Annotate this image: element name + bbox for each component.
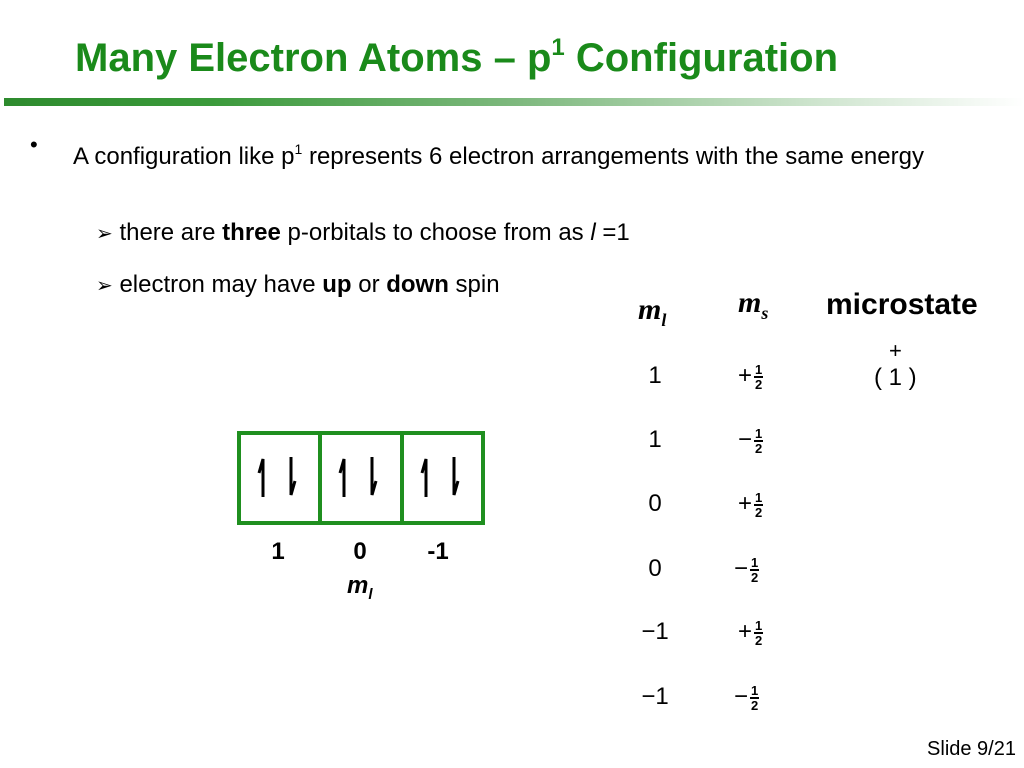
slide-number: Slide 9/21 bbox=[927, 738, 1016, 760]
header-microstate: microstate bbox=[826, 288, 978, 321]
slide-title: Many Electron Atoms – $p^1$ Configuration bbox=[75, 34, 839, 80]
arrow-bullet-icon: ➢ bbox=[96, 275, 113, 297]
half-arrow-pair-icon bbox=[257, 455, 301, 499]
orbital-label: 0 bbox=[353, 538, 367, 565]
row-ml: 1 bbox=[648, 426, 662, 453]
row-ms: + $\frac{1}{2}$ bbox=[738, 489, 763, 520]
orbital-box-diagram bbox=[237, 431, 485, 525]
row-ml: 1 bbox=[648, 362, 662, 389]
row-ms: + $\frac{1}{2}$ bbox=[738, 617, 763, 648]
microstate-notation: ( 1 ) bbox=[874, 364, 917, 391]
row-ml: 0 bbox=[648, 490, 662, 517]
microstate-spin-sign: + bbox=[889, 338, 902, 363]
header-ms: $m_s$ bbox=[738, 286, 769, 323]
arrow-bullet-icon: ➢ bbox=[96, 223, 113, 245]
row-ml: −1 bbox=[641, 683, 669, 710]
orbital-label: 1 bbox=[271, 538, 285, 565]
orbital-axis-label: $m_l$ bbox=[347, 572, 373, 603]
orbital-box-ml-1 bbox=[241, 435, 322, 521]
row-ms: − $\frac{1}{2}$ bbox=[734, 682, 759, 713]
row-ms: + $\frac{1}{2}$ bbox=[738, 361, 763, 392]
orbital-box-ml-minus1 bbox=[404, 435, 481, 521]
half-arrow-pair-icon bbox=[338, 455, 382, 499]
title-divider bbox=[4, 98, 1024, 106]
row-ml: 0 bbox=[648, 555, 662, 582]
row-ms: − $\frac{1}{2}$ bbox=[734, 554, 759, 585]
sub-bullet-three-orbitals: ➢ there are three p-orbitals to choose from as l =1 bbox=[96, 219, 630, 246]
bullet-marker: • bbox=[30, 132, 38, 157]
bullet-text: A configuration like $p^1$ represents 6 electron arrangements with the same energy bbox=[73, 141, 924, 170]
header-ml: $m_l$ bbox=[638, 293, 667, 330]
sub-bullet-spin: ➢ electron may have up or down spin bbox=[96, 271, 500, 298]
row-ml: −1 bbox=[641, 618, 669, 645]
orbital-box-ml-0 bbox=[322, 435, 403, 521]
row-ms: − $\frac{1}{2}$ bbox=[738, 425, 763, 456]
orbital-label: -1 bbox=[427, 538, 449, 565]
half-arrow-pair-icon bbox=[420, 455, 464, 499]
